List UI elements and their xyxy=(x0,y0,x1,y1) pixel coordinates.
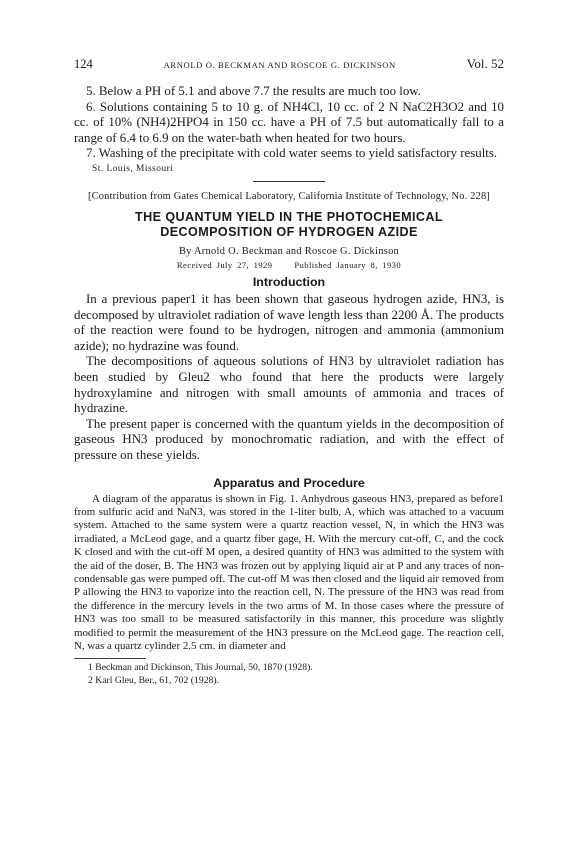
running-authors: ARNOLD O. BECKMAN AND ROSCOE G. DICKINSON xyxy=(163,60,396,70)
volume-label: Vol. 52 xyxy=(466,56,504,71)
footnote-1: 1 Beckman and Dickinson, This Journal, 50, 1870 (1928). xyxy=(88,662,313,674)
introduction-section xyxy=(74,292,504,464)
intro-paragraph-2: The decompositions of aqueous solutions of HN3 by ultraviolet radiation has been studied by Gleu2 who found that here the products were largely hydroxylamine and nitrogen with small amounts of ammonia and traces of hydrazine. xyxy=(74,354,504,416)
author-location: St. Louis, Missouri xyxy=(92,163,174,174)
footnote-divider xyxy=(74,658,146,659)
introduction-heading: Introduction xyxy=(252,274,326,289)
list-item-7: 7. Washing of the precipitate with cold water seems to yield satisfactory results. xyxy=(86,146,498,161)
running-header xyxy=(74,56,504,74)
intro-paragraph-1: In a previous paper1 it has been shown that gaseous hydrogen azide, HN3, is decomposed by ultraviolet radiation of wave length less than 2200 Å. The products of the reaction were found to be hydrogen, nitrogen and ammonia (ammonium azide); no hydrazine was found. xyxy=(74,291,504,353)
byline: By Arnold O. Beckman and Roscoe G. Dickinson xyxy=(178,245,400,257)
previous-article-conclusions xyxy=(74,84,504,162)
apparatus-paragraph: A diagram of the apparatus is shown in Fig. 1. Anhydrous gaseous HN3, prepared as before1 from sulfuric acid and NaN3, was stored in the 1-liter bulb, A, which was attached to a vacuum system. Attached to the same system were a quartz reaction vessel, N, in which the HN3 was irradiated, a McLeod gage, and a quartz fiber gage, H. With the mercury cut-off, C, and the cock K closed and with the cut-off M open, a desired quantity of HN3 was admitted to the system with the aid of the doser, B. The HN3 was frozen out by applying liquid air at P and any traces of non-condensable gas were pumped off. The cut-off M was then closed and the liquid air removed from P allowing the HN3 to vaporize into the reaction cell, N. The pressure of the HN3 was read from the difference in the mercury levels in the two arms of M. In those cases where the pressure of HN3 was too small to be measured satisfactorily in this manner, this procedure was slightly modified to permit the measurement of the HN3 pressure on the McLeod gage. The reaction cell, N, was a quartz cylinder 2.5 cm. in diameter and xyxy=(74,492,504,652)
journal-page xyxy=(74,56,504,688)
article-dates xyxy=(74,260,504,270)
footnote-2: 2 Karl Gleu, Ber., 61, 702 (1928). xyxy=(88,674,220,686)
apparatus-heading: Apparatus and Procedure xyxy=(213,475,365,490)
title-line-1: THE QUANTUM YIELD IN THE PHOTOCHEMICAL xyxy=(135,209,443,224)
article-divider xyxy=(253,181,325,182)
received-date: Received July 27, 1929 xyxy=(176,259,273,270)
contribution-note: [Contribution from Gates Chemical Laboratory, California Institute of Technology, No. 228] xyxy=(87,190,491,202)
title-line-2: DECOMPOSITION OF HYDROGEN AZIDE xyxy=(160,224,418,239)
list-item-6: 6. Solutions containing 5 to 10 g. of NH4Cl, 10 cc. of 2 N NaC2H3O2 and 10 cc. of 10% (NH4)2HPO4 in 150 cc. have a PH of 7.5 but automatically fall to a range of 6.4 to 6.9 on the water-bath when heated for two hours. xyxy=(74,99,504,145)
article-title xyxy=(74,210,504,240)
published-date: Published January 8, 1930 xyxy=(294,259,402,270)
page-number: 124 xyxy=(74,57,93,71)
list-item-5: 5. Below a PH of 5.1 and above 7.7 the results are much too low. xyxy=(86,84,421,98)
intro-paragraph-3: The present paper is concerned with the quantum yields in the decomposition of gaseous HN3 produced by monochromatic radiation, and with the effect of pressure on these yields. xyxy=(74,416,504,462)
